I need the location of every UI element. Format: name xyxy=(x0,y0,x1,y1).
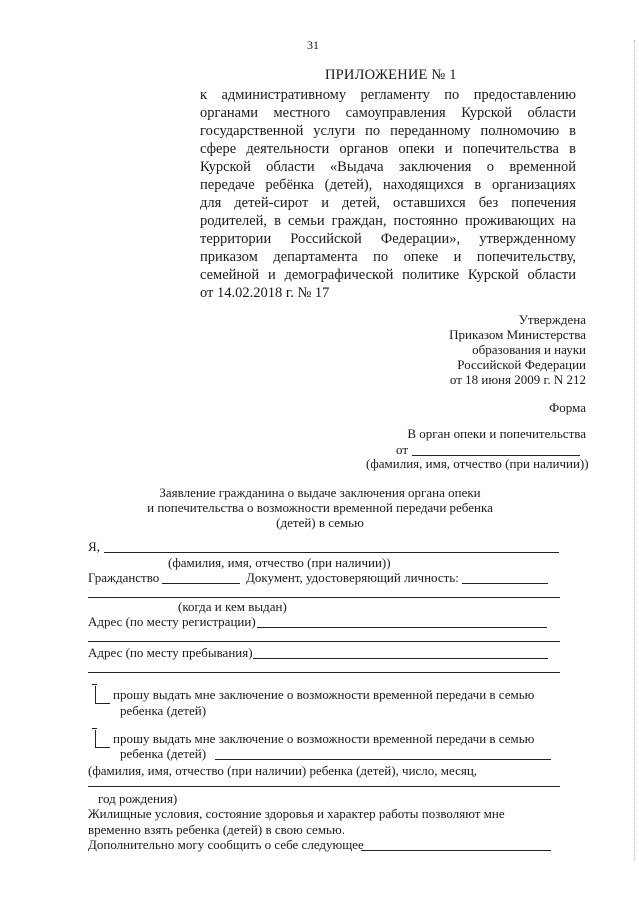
citizenship-field[interactable] xyxy=(162,583,240,584)
appendix-line: территории Российской Федерации», утвержденному xyxy=(200,231,576,247)
appendix-line: сфере деятельности органов опеки и попечительства в xyxy=(200,141,576,157)
stay-address-field-line2[interactable] xyxy=(88,672,560,673)
conditions-line: Жилищные условия, состояние здоровья и характер работы позволяют мне xyxy=(88,806,505,821)
appendix-line: органами местного самоуправления Курской области xyxy=(200,105,576,121)
statement-title xyxy=(120,485,520,530)
approval-line: Утверждена xyxy=(518,312,586,327)
stay-address-label: Адрес (по месту пребывания) xyxy=(88,645,253,660)
appendix-line: от 14.02.2018 г. № 17 xyxy=(200,285,330,301)
id-document-field-line2[interactable] xyxy=(88,597,560,598)
statement-title-line: и попечительства о возможности временной передачи ребенка xyxy=(147,500,493,515)
appendix-line: государственной услуги по переданному полномочию в xyxy=(200,123,576,139)
i-label: Я, xyxy=(88,539,100,554)
option-1-checkbox[interactable] xyxy=(95,686,110,704)
addressee-from-hint: (фамилия, имя, отчество (при наличии)) xyxy=(366,456,589,471)
page-number: 31 xyxy=(307,38,319,52)
statement-title-line: Заявление гражданина о выдаче заключения органа опеки xyxy=(159,485,481,500)
form-label: Форма xyxy=(549,400,586,415)
applicant-name-field[interactable] xyxy=(104,552,559,553)
appendix-title: ПРИЛОЖЕНИЕ № 1 xyxy=(325,67,457,83)
approval-line: Приказом Министерства xyxy=(449,327,586,342)
approval-block xyxy=(326,312,586,387)
stay-address-field[interactable] xyxy=(253,658,548,659)
child-details-hint: (фамилия, имя, отчество (при наличии) ребенка (детей), число, месяц, xyxy=(88,763,478,778)
appendix-line: передаче ребёнка (детей), находящихся в организациях xyxy=(200,177,576,193)
id-document-label: Документ, удостоверяющий личность: xyxy=(246,570,459,585)
approval-line: Российской Федерации xyxy=(457,357,586,372)
applicant-name-hint: (фамилия, имя, отчество (при наличии)) xyxy=(168,555,391,570)
additional-label: Дополнительно могу сообщить о себе следующее xyxy=(88,837,364,852)
option-2-line1: прошу выдать мне заключение о возможности временной передачи в семью xyxy=(113,731,535,746)
statement-title-line: (детей) в семью xyxy=(276,515,364,530)
conditions-line: временно взять ребенка (детей) в свою семью. xyxy=(88,822,345,837)
reg-address-label: Адрес (по месту регистрации) xyxy=(88,614,256,629)
child-details-field[interactable] xyxy=(215,759,551,760)
citizenship-label: Гражданство xyxy=(88,570,160,585)
birth-year-hint: год рождения) xyxy=(98,791,178,806)
reg-address-field-line2[interactable] xyxy=(88,641,560,642)
scan-edge xyxy=(634,40,636,860)
additional-field[interactable] xyxy=(361,850,551,851)
approval-line: от 18 июня 2009 г. N 212 xyxy=(449,372,586,387)
option-1-line1: прошу выдать мне заключение о возможности временной передачи в семью xyxy=(113,687,535,702)
child-details-field-line2[interactable] xyxy=(88,786,560,787)
appendix-line: Курской области «Выдача заключения о временной xyxy=(200,159,576,175)
addressee-to: В орган опеки и попечительства xyxy=(407,426,586,441)
id-document-field[interactable] xyxy=(462,583,548,584)
appendix-line: к административному регламенту по предоставлению xyxy=(200,87,576,103)
option-1-line2: ребенка (детей) xyxy=(120,703,207,718)
approval-line: образования и науки xyxy=(472,342,586,357)
addressee-from-label: от xyxy=(396,442,409,457)
appendix-line: родителей, в семьи граждан, постоянно проживающих на xyxy=(200,213,576,229)
appendix-line: семейной и демографической политике Курской области xyxy=(200,267,576,283)
appendix-line: для детей-сирот и детей, оставшихся без попечения xyxy=(200,195,576,211)
appendix-line: приказом департамента по опеке и попечительству, xyxy=(200,249,576,265)
option-2-line2: ребенка (детей) xyxy=(120,746,207,761)
issued-hint: (когда и кем выдан) xyxy=(178,599,287,614)
reg-address-field[interactable] xyxy=(257,627,547,628)
option-2-checkbox[interactable] xyxy=(95,730,110,748)
